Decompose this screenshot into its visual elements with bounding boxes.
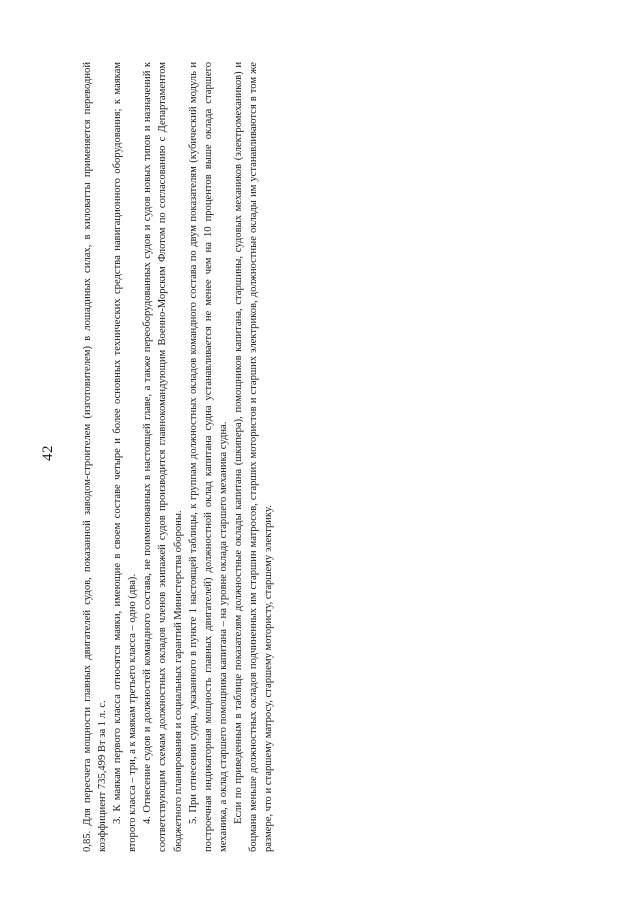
- paragraph-lighthouse-classes: 3. К маякам первого класса относятся маяки, имеющие в своем составе четыре и более основных технических средства навигационного оборудования; к маякам второго класса – три, а к маякам третьего класса – одно (два).: [112, 61, 139, 852]
- rotated-page-content: [40, 48, 600, 858]
- page-number: 42: [40, 444, 56, 461]
- paragraph-crew-salary-equalization: Если по приведенным в таблице показателям должностные оклады капитана (шкипера), помощников капитана, старшины, судовых механиков (электромехаников) и боцмана меньше должностных окладов подчиненных им старшин матросов, старших мотористов и старших электриков, должностные оклады им устанавливаются в том же размере, что и старшему матросу, старшему мотористу, старшему электрику.: [232, 61, 275, 852]
- paragraph-coefficient-note: 0,85. Для пересчета мощности главных двигателей судов, показанной заводом-строителем (изготовителем) в лошадиных силах, в киловатты применяется переводной коэффициент 735,499 Вт за 1 л. с.: [82, 61, 109, 852]
- paragraph-captain-salary: 5. При отнесении судна, указанного в пункте 1 настоящей таблицы, к группам должностных окладов командного состава по двум показателям (кубический модуль и построечная индикаторная мощность главных двигателей) должностной оклад капитана судна устанавливается не менее чем на 10 процентов выше оклада старшего механика, а оклад старшего помощника капитана – на уровне оклада старшего механика судна.: [187, 61, 229, 852]
- paragraph-vessel-classification: 4. Отнесение судов и должностей командного состава, не поименованных в настоящей главе, а также переоборудованных судов и судов новых типов и назначений к соответствующим схемам должностных окладов членов экипажей судов производится главнокомандующим Военно-Морским Флотом по согласованию с Департаментом бюджетного планирования и социальных гарантий Министерства обороны.: [142, 61, 184, 852]
- document-body: [80, 62, 276, 852]
